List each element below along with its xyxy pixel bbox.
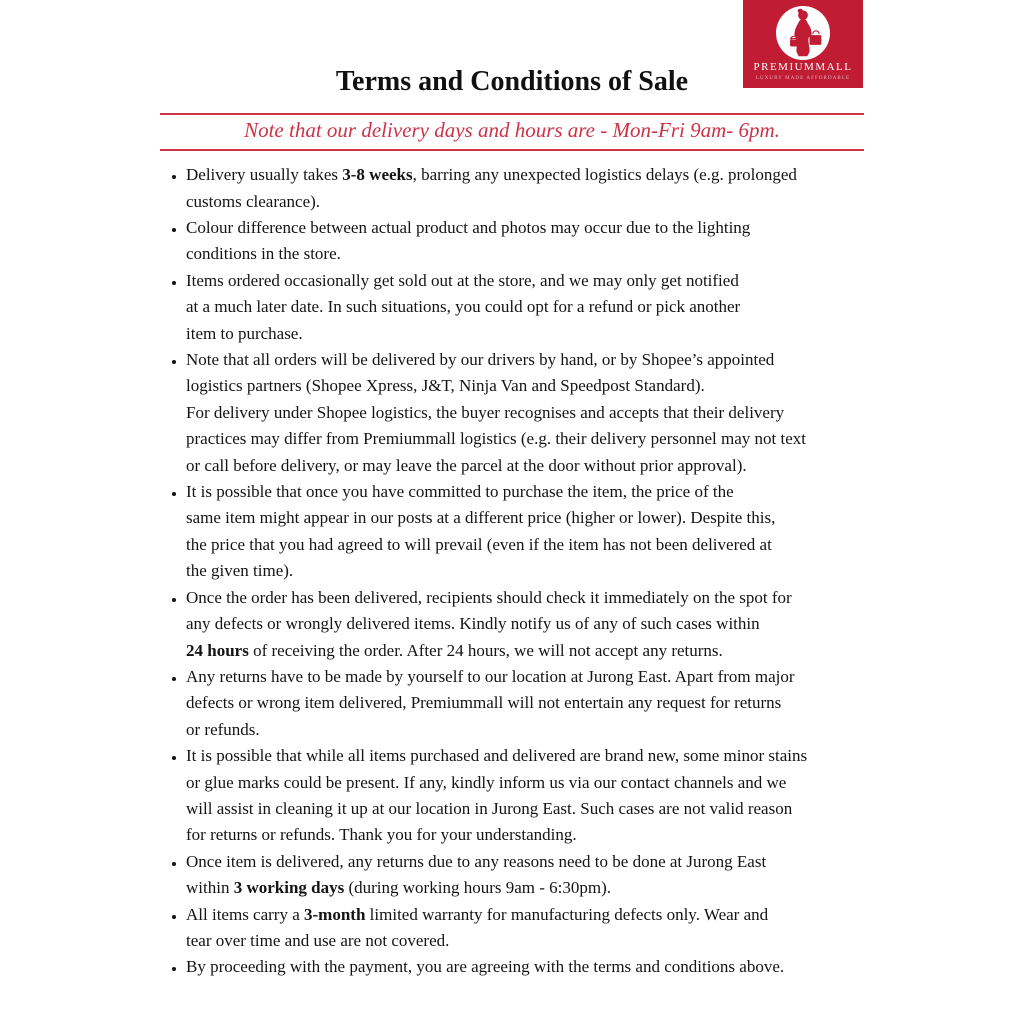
logo-brand-name: PREMIUMMALL xyxy=(753,61,853,73)
delivery-notice-text: Note that our delivery days and hours are - Mon-Fri 9am- 6pm. xyxy=(244,118,780,143)
term-item: • All items carry a 3-month limited warranty for manufacturing defects only. Wear and tear over time and use are not covered. xyxy=(186,902,864,955)
document-body xyxy=(160,0,864,981)
term-item: • Any returns have to be made by yourself to our location at Jurong East. Apart from major defects or wrong item delivered, Premiummall will not entertain any request for returns or refunds. xyxy=(186,664,864,743)
term-item: • It is possible that while all items purchased and delivered are brand new, some minor stains or glue marks could be present. If any, kindly inform us via our contact channels and we will assist in cleaning it up at our location in Jurong East. Such cases are not valid reason for returns or refunds. Thank you for your understanding. xyxy=(186,743,864,849)
term-item: • Colour difference between actual product and photos may occur due to the lighting conditions in the store. xyxy=(186,215,864,268)
term-item: • Delivery usually takes 3-8 weeks, barring any unexpected logistics delays (e.g. prolonged customs clearance). xyxy=(186,162,864,215)
delivery-notice xyxy=(160,113,864,151)
page-title: Terms and Conditions of Sale xyxy=(335,66,689,97)
term-item: • Once the order has been delivered, recipients should check it immediately on the spot for any defects or wrongly delivered items. Kindly notify us of any of such cases within 24 hours of receiving the order. After 24 hours, we will not accept any returns. xyxy=(186,585,864,664)
term-item: • Items ordered occasionally get sold out at the store, and we may only get notified at a much later date. In such situations, you could opt for a refund or pick another item to purchase. xyxy=(186,268,864,347)
term-item: • By proceeding with the payment, you are agreeing with the terms and conditions above. xyxy=(186,954,864,980)
terms-list xyxy=(160,162,864,981)
logo-tagline: LUXURY MADE AFFORDABLE xyxy=(755,76,851,81)
term-item: • Once item is delivered, any returns due to any reasons need to be done at Jurong East within 3 working days (during working hours 9am - 6:30pm). xyxy=(186,849,864,902)
terms-section xyxy=(160,162,864,981)
term-item: • Note that all orders will be delivered by our drivers by hand, or by Shopee’s appointed logistics partners (Shopee Xpress, J&T, Ninja Van and Speedpost Standard). For delivery under Shopee logistics, the buyer recognises and accepts that their delivery practices may differ from Premiummall logistics (e.g. their delivery personnel may not text or call before delivery, or may leave the parcel at the door without prior approval). xyxy=(186,347,864,479)
term-item: • It is possible that once you have committed to purchase the item, the price of the same item might appear in our posts at a different price (higher or lower). Despite this, the price that you had agreed to will prevail (even if the item has not been delivered at the given time). xyxy=(186,479,864,585)
